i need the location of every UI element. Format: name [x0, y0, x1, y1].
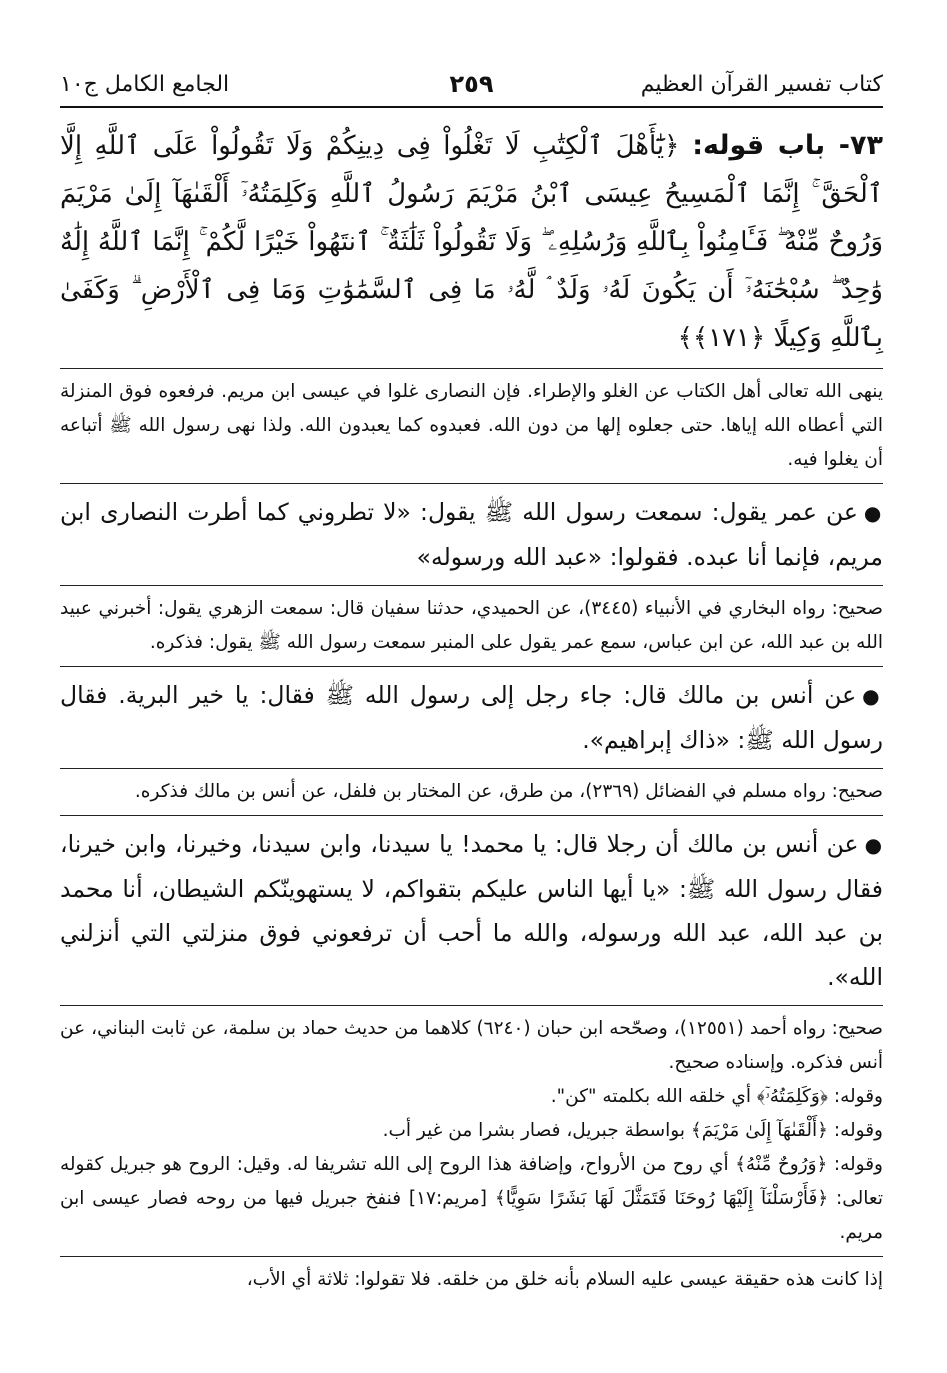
book-title: كتاب تفسير القرآن العظيم [640, 72, 883, 97]
hadith-body: عن عمر يقول: سمعت رسول الله ﷺ يقول: «لا تطروني كما أطرت النصارى ابن مريم، فإنما أنا عبده. فقولوا: «عبد الله ورسوله» [60, 498, 883, 571]
quran-verse: ﴿يَٰٓأَهْلَ ٱلْكِتَٰبِ لَا تَغْلُواْ فِى دِينِكُمْ وَلَا تَقُولُواْ عَلَى ٱللَّهِ إِلَّا ٱلْحَقَّ ۚ إِنَّمَا ٱلْمَسِيحُ عِيسَى ٱبْنُ مَرْيَمَ رَسُولُ ٱللَّهِ وَكَلِمَتُهُۥٓ أَلْقَىٰهَآ إِلَىٰ مَرْيَمَ وَرُوحٌ مِّنْهُ ۖ فَـَٔامِنُواْ بِٱللَّهِ وَرُسُلِهِۦ ۖ وَلَا تَقُولُواْ ثَلَٰثَةٌ ۚ ٱنتَهُواْ خَيْرًا لَّكُمْ ۚ إِنَّمَا ٱللَّهُ إِلَٰهٌ وَٰحِدٌ ۖ سُبْحَٰنَهُۥٓ أَن يَكُونَ لَهُۥ وَلَدٌ ۘ لَّهُۥ مَا فِى ٱلسَّمَٰوَٰتِ وَمَا فِى ٱلْأَرْضِ ۗ وَكَفَىٰ بِٱللَّهِ وَكِيلًا ﴿١٧١﴾﴾ [60, 131, 883, 353]
closing-paragraph: إذا كانت هذه حقيقة عيسى عليه السلام بأنه خلق من خلقه. فلا تقولوا: ثلاثة أي الأب، [246, 1269, 883, 1290]
hadith-text [60, 822, 883, 999]
divider [60, 768, 883, 769]
divider [60, 585, 883, 586]
note-line: وقوله: ﴿أَلْقَىٰهَآ إِلَىٰ مَرْيَمَ﴾ بواسطة جبريل، فصار بشرا من غير أب. [382, 1120, 883, 1141]
divider [60, 815, 883, 816]
bullet-icon: ● [864, 833, 884, 857]
chapter-title: ٧٣- باب قوله: [692, 130, 883, 161]
bullet-icon: ● [862, 684, 884, 708]
divider [60, 1005, 883, 1006]
divider [60, 483, 883, 484]
hadith-body: عن أنس بن مالك قال: جاء رجل إلى رسول الله ﷺ فقال: يا خير البرية. فقال رسول الله ﷺ: «ذاك إبراهيم». [60, 681, 883, 754]
divider [60, 1256, 883, 1257]
divider [60, 666, 883, 667]
page-number: ٢٥٩ [449, 70, 494, 98]
hadith-body: عن أنس بن مالك أن رجلا قال: يا محمد! يا سيدنا، وابن سيدنا، وخيرنا، وابن خيرنا، فقال رسول الله ﷺ: «يا أيها الناس عليكم بتقواكم، لا يستهوينّكم الشيطان، أنا محمد بن عبد الله، عبد الله ورسوله، والله ما أحب أن ترفعوني فوق منزلتي التي أنزلني الله». [60, 830, 883, 991]
series-title: الجامع الكامل ج١٠ [60, 72, 230, 97]
hadith-text [60, 490, 883, 579]
bullet-icon: ● [863, 501, 883, 525]
intro-paragraph: ينهى الله تعالى أهل الكتاب عن الغلو والإطراء. فإن النصارى غلوا في عيسى ابن مريم. فرفعوه فوق المنزلة التي أعطاه الله إياها. حتى جعلوه إلها من دون الله. فعبدوه كما يعبدون الله. ولذا نهى رسول الله ﷺ أتباعه أن يغلوا فيه. [60, 381, 883, 470]
note-line: وقوله: ﴿وَرُوحٌ مِّنْهُ﴾ أي روح من الأرواح، وإضافة هذا الروح إلى الله تشريفا له. وقيل: الروح هو جبريل كقوله تعالى: ﴿فَأَرْسَلْنَآ إِلَيْهَا رُوحَنَا فَتَمَثَّلَ لَهَا بَشَرًا سَوِيًّا﴾ [مريم:١٧] فنفخ جبريل فيها من روحه فصار عيسى ابن مريم. [60, 1154, 883, 1243]
divider [60, 368, 883, 369]
hadith-takhrij: صحيح: رواه أحمد (١٢٥٥١)، وصحّحه ابن حبان (٦٢٤٠) كلاهما من حديث حماد بن سلمة، عن ثابت البناني، عن أنس فذكره. وإسناده صحيح. [60, 1018, 883, 1073]
note-line: وقوله: ﴿وَكَلِمَتُهُۥٓ﴾ أي خلقه الله بكلمته "كن". [550, 1086, 883, 1107]
page-content [60, 122, 883, 1297]
hadith-text [60, 673, 883, 762]
page-header [60, 62, 883, 108]
hadith-takhrij: صحيح: رواه مسلم في الفضائل (٢٣٦٩)، من طرق، عن المختار بن فلفل، عن أنس بن مالك فذكره. [134, 781, 883, 802]
chapter-heading [60, 122, 883, 362]
hadith-takhrij: صحيح: رواه البخاري في الأنبياء (٣٤٤٥)، عن الحميدي، حدثنا سفيان قال: سمعت الزهري يقول: أخبرني عبيد الله بن عبد الله، عن ابن عباس، سمع عمر يقول على المنبر سمعت رسول الله ﷺ يقول: فذكره. [60, 598, 883, 653]
